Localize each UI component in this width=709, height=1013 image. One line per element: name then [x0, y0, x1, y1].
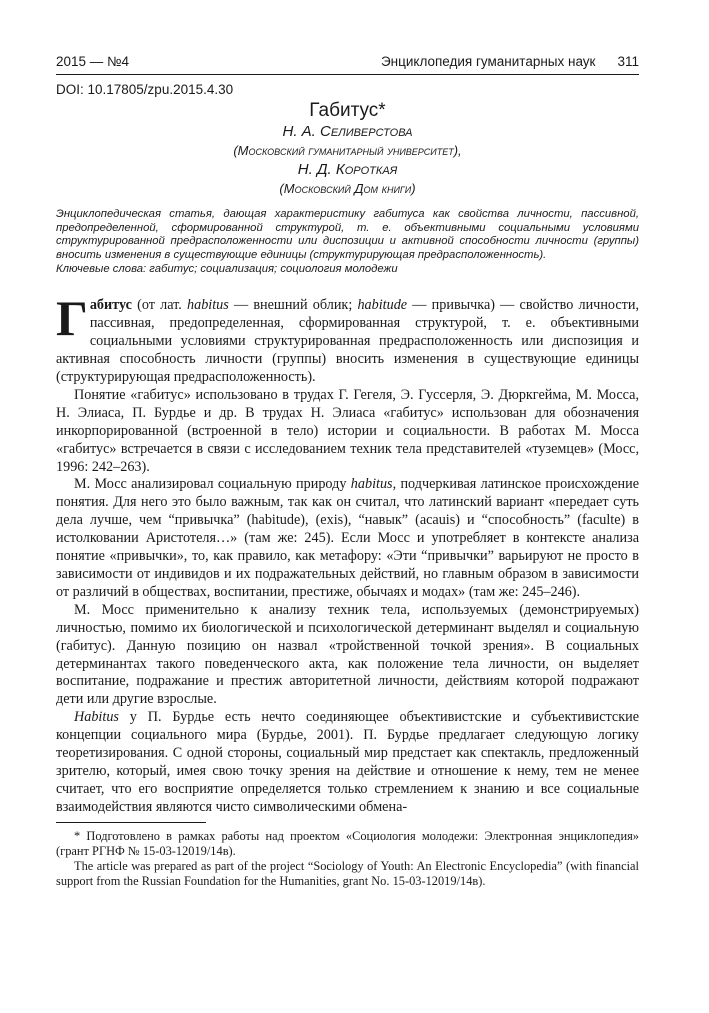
footnotes [56, 829, 639, 890]
footnote-divider [56, 822, 206, 823]
keywords: Ключевые слова: габитус; социализация; социология молодежи [56, 263, 398, 276]
body-paragraph: Понятие «габитус» использовано в трудах Г. Гегеля, Э. Гуссерля, Э. Дюркгейма, М. Мосса, Н. Элиаса, П. Бурдье и др. В трудах Н. Элиаса «габитус» использован для обозначения инкорпорированной (встроенной в тело) истории и социальности. В работах М. Мосса «габитус» встречается в связи с исследованием техник тела представителей «туземцев» (Мосс, 1996: 242–263). [56, 386, 639, 475]
body-paragraph [56, 476, 639, 601]
author-affiliation: (Московский гуманитарный университет), [233, 143, 462, 158]
term-heading: абитус [89, 297, 132, 314]
author-name: Н. А. Селиверстова [282, 123, 413, 140]
body-paragraph [56, 709, 639, 816]
article-body [56, 290, 639, 816]
text-run: — внешний облик; [228, 297, 358, 314]
header-right [381, 54, 639, 70]
latin-term: habitude [357, 297, 408, 314]
journal-page [56, 54, 639, 889]
abstract: Энциклопедическая статья, дающая характеристику габитуса как свойства личности, пассивной, предопределенной, сформированной структурой, т. е. объективными социальными условиями структурированной предрасположенности или диспозиции и активной способности личности (группы) вносить изменения в существующие единицы (структурирующая предрасположенность). [56, 208, 639, 261]
text-run: , подчеркивая латинское происхождение понятия. Для него это было важным, так как он считал, что латинский вариант «передает суть дела лучше, чем “привычка” (habitude), (exis), “навык” (acauis) и “способность” (faculte) в истолковании Аристотеля…» (там же: 245). Если Мосс и употребляет в контексте анализа понятие «привычки», то, как правило, как метафору: «Эти “привычки” варьируют не просто в зависимости от индивидов и их подражательных действий, но главным образом в зависимости от различий в обществах, воспитании, престиже, обычаях и модах» (там же: 245–246). [56, 476, 639, 600]
footnote-en: The article was prepared as part of the project “Sociology of Youth: An Electronic Encyclopedia” (with financial support from the Russian Foundation for the Humanities, grant No. 15-03-12019/14в). [56, 859, 639, 889]
text-run: у П. Бурдье есть нечто соединяющее объективистские и субъективистские концепции социального мира (Бурдье, 2001). П. Бурдье предлагает следующую логику теоретизирования. С одной стороны, социальный мир предстает как спектакль, предложенный зрителю, который, имея свою точку зрения на действие и отношение к нему, тем не менее считает, что его восприятие определяется только стремлением к знанию и все социальные взаимодействия являются чисто символическими обмена- [56, 709, 639, 815]
issue-label: 2015 — №4 [56, 54, 130, 69]
text-run: М. Мосс анализировал социальную природу [74, 476, 351, 493]
author-name: Н. Д. Короткая [297, 161, 398, 178]
latin-term: habitus [350, 476, 393, 493]
author-affiliation: (Московский Дом книги) [279, 181, 416, 196]
journal-name: Энциклопедия гуманитарных наук [380, 54, 596, 69]
article-title: Габитус* [309, 100, 386, 121]
body-paragraph: М. Мосс применительно к анализу техник тела, используемых (демонстрируемых) личностью, помимо их биологической и психологической детерминант выделял и социальную (габитус). Данную позицию он назвал «тройственной точкой зрения». В социальных детерминантах такого поведенческого акта, как положение тела личности, он выделяет воспитание, подражание и престиж авторитетной личности, действиям которой подражают дети или другие взрослые. [56, 601, 639, 708]
latin-term: habitus [187, 297, 229, 314]
drop-cap: Г [56, 290, 88, 347]
text-run: — привычка) — свойство личности, пассивная, предопределенная, сформированная структурой, т. е. объективными социальными условиями структурированная предрасположенность или диспозиция и активная способность личности (группы) вносить изменения в существующие единицы (структурирующая предрасположенность). [56, 297, 639, 385]
body-paragraph [56, 290, 639, 387]
doi: DOI: 10.17805/zpu.2015.4.30 [56, 82, 234, 97]
text-run: (от лат. [131, 297, 187, 314]
footnote-ru: * Подготовлено в рамках работы над проектом «Социология молодежи: Электронная энциклопедия» (грант РГНФ № 15-03-12019/14в). [56, 828, 639, 858]
latin-term: Habitus [74, 709, 119, 726]
page-number: 311 [617, 54, 639, 69]
running-header [56, 54, 639, 75]
